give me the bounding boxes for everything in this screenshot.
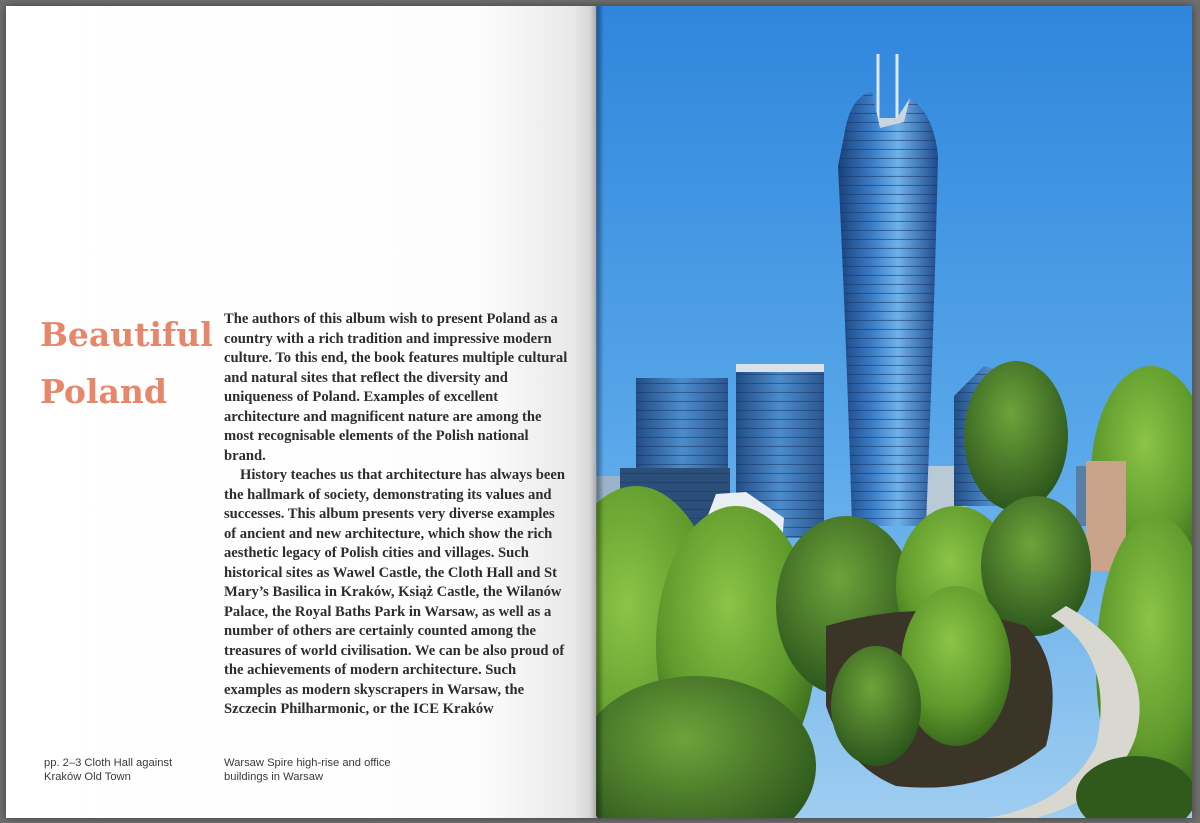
title-line-1: Beautiful bbox=[40, 315, 213, 354]
paragraph-2: History teaches us that architecture has always been the hallmark of society, demonstrating its values and successes. This album presents very diverse examples of ancient and new architecture, which show the rich aesthetic legacy of Polish cities and villages. Such historical sites as Wawel Castle, the Cloth Hall and St Mary’s Basilica in Kraków, Książ Castle, the Wilanów Palace, the Royal Baths Park in Warsaw, as well as a number of others are certainly counted among the treasures of world civilisation. We can be also proud of the achievements of modern architecture. Such examples as modern skyscrapers in Warsaw, the Szczecin Philharmonic, or the ICE Kraków bbox=[224, 467, 565, 717]
title-line-2: Poland bbox=[40, 372, 167, 411]
warsaw-spire-photo bbox=[596, 6, 1192, 818]
caption-line: pp. 2–3 Cloth Hall against bbox=[44, 757, 173, 769]
caption-line: Warsaw Spire high-rise and office bbox=[224, 757, 391, 769]
warsaw-spire-tower bbox=[838, 54, 938, 526]
body-text bbox=[224, 310, 569, 720]
caption-line: buildings in Warsaw bbox=[224, 771, 324, 783]
caption-line: Kraków Old Town bbox=[44, 771, 131, 783]
tree bbox=[964, 361, 1068, 511]
caption-previous-spread bbox=[44, 756, 204, 784]
right-page-photo bbox=[596, 6, 1192, 818]
book-spread bbox=[6, 6, 1192, 818]
tree bbox=[831, 646, 921, 766]
page-title bbox=[40, 306, 220, 420]
left-page bbox=[6, 6, 596, 818]
paragraph-1: The authors of this album wish to present Poland as a country with a rich tradition and impressive modern culture. To this end, the book features multiple cultural and natural sites that reflect the diversity and uniqueness of Poland. Examples of excellent architecture and magnificent nature are among the most recognisable elements of the Polish national brand. bbox=[224, 311, 568, 464]
caption-photo bbox=[224, 756, 424, 784]
